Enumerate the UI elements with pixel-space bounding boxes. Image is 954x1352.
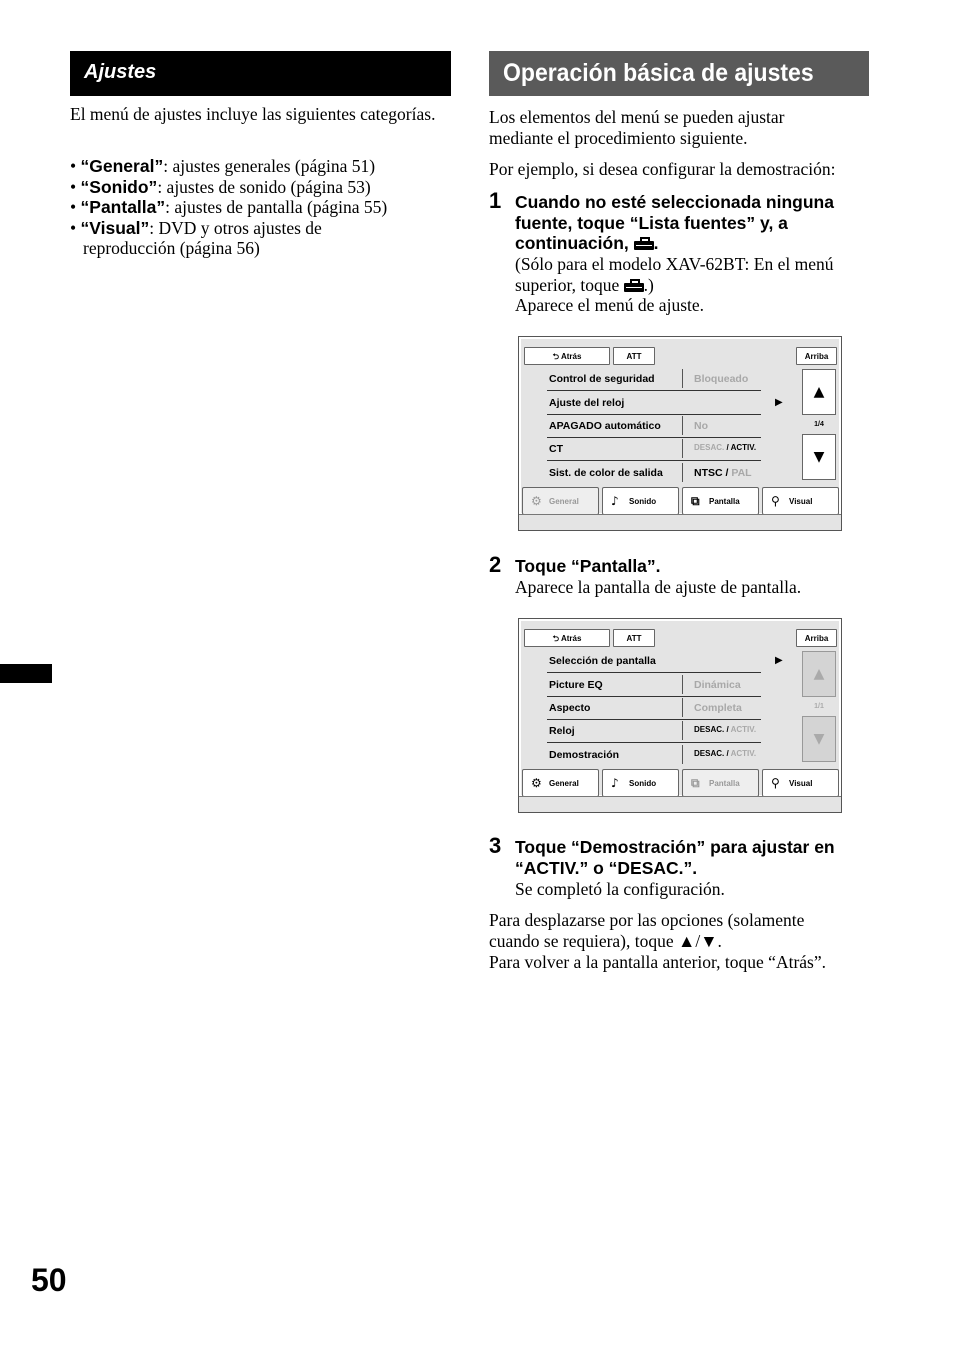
left-intro: El menú de ajustes incluye las siguientes categorías. [70,104,436,124]
tab-general[interactable]: ⚙ General [522,769,599,797]
back-button[interactable]: ⮌ Atrás [524,629,610,647]
menu-row[interactable]: Demostración DESAC. / ACTIV. [547,743,761,766]
step-title: Toque “Demostración” para ajustar en “ACTIV.” o “DESAC.”. [515,837,835,878]
down-arrow-icon: ▼ [813,449,825,465]
page-indicator: 1/4 [814,421,824,428]
menu-row[interactable]: Ajuste del reloj [547,391,761,415]
section-heading-operacion [489,51,869,96]
tab-pantalla[interactable]: ⧉ Pantalla [682,487,759,515]
down-arrow-icon: ▼ [813,731,825,747]
back-button[interactable]: ⮌ Atrás [524,347,610,365]
scroll-up-button[interactable] [802,369,836,415]
bullet-item: • “Pantalla”: ajustes de pantalla (página 55) [70,197,388,217]
tab-visual[interactable]: ⚲ Visual [762,487,839,515]
scroll-down-button[interactable] [802,716,836,762]
att-button[interactable]: ATT [613,347,655,365]
step-title: Toque “Pantalla”. [515,556,661,576]
tab-visual[interactable]: ⚲ Visual [762,769,839,797]
back-tip: Para volver a la pantalla anterior, toque “Atrás”. [489,952,826,972]
tab-sonido[interactable]: ♪ Sonido [602,769,679,797]
back-arrow-icon: ⮌ [552,634,560,643]
example-text: Por ejemplo, si desea configurar la demostración: [489,159,836,179]
up-arrow-icon: ▲ [813,384,825,400]
heading-text: Operación básica de ajustes [503,59,814,87]
page-indicator: 1/1 [814,703,824,710]
menu-row[interactable]: Selección de pantalla [547,649,761,673]
bullet-item: • “Sonido”: ajustes de sonido (página 53) [70,176,371,197]
screen-footer [519,796,841,812]
menu-row[interactable]: APAGADO automático No [547,414,761,438]
tab-sonido[interactable]: ♪ Sonido [602,487,679,515]
menu-row[interactable]: Aspecto Completa [547,696,761,720]
bullet-item: • “General”: ajustes generales (página 51) [70,156,376,176]
screen-footer [519,514,841,530]
submenu-arrow-icon: ▶ [775,397,783,408]
up-arrow-icon: ▲ [813,666,825,682]
step-number: 3 [489,833,502,858]
tab-pantalla[interactable]: ⧉ Pantalla [682,769,759,797]
scroll-tip: Para desplazarse por las opciones (solamente cuando se requiera), toque ▲/▼. [489,910,805,951]
back-arrow-icon: ⮌ [552,352,560,361]
scroll-down-button[interactable] [802,434,836,480]
bullet-list [70,156,450,259]
section-tab-marker [0,664,52,683]
page-number: 50 [31,1262,67,1298]
step-note: (Sólo para el modelo XAV-62BT: En el menú superior, toque .) [515,254,834,295]
top-button[interactable]: Arriba [796,347,837,365]
visual-icon: ⚲ [771,776,780,790]
menu-row[interactable]: Reloj DESAC. / ACTIV. [547,719,761,743]
menu-row[interactable]: Picture EQ Dinámica [547,673,761,697]
submenu-arrow-icon: ▶ [775,655,783,666]
note-icon: ♪ [611,776,619,790]
step-result: Aparece la pantalla de ajuste de pantalla. [515,577,802,597]
heading-text: Ajustes [84,61,157,83]
screen-icon: ⧉ [691,494,700,508]
scroll-up-button[interactable] [802,651,836,697]
menu-row[interactable]: Sist. de color de salida NTSC / PAL [547,461,761,484]
wrench-icon: ⚙ [531,494,542,508]
step-number: 1 [489,188,502,213]
section-heading-ajustes [70,51,451,96]
top-button[interactable]: Arriba [796,629,837,647]
visual-icon: ⚲ [771,494,780,508]
toolbox-icon [634,237,654,250]
settings-screen-pantalla [518,618,842,813]
step-title: Cuando no esté seleccionada ninguna fuente, toque “Lista fuentes” y, a continuación, . [515,192,834,253]
screen-icon: ⧉ [691,776,700,790]
att-button[interactable]: ATT [613,629,655,647]
step-result: Aparece el menú de ajuste. [515,295,705,315]
right-intro: Los elementos del menú se pueden ajustar mediante el procedimiento siguiente. [489,107,785,148]
bullet-item: • “Visual”: DVD y otros ajustes de reproducción (página 56) [70,217,322,258]
settings-screen-general [518,336,842,531]
menu-row[interactable]: CT DESAC. / ACTIV. [547,437,761,461]
tab-general[interactable]: ⚙ General [522,487,599,515]
step-result: Se completó la configuración. [515,879,725,899]
menu-row[interactable]: Control de seguridad Bloqueado [547,367,761,391]
toolbox-icon [624,279,644,292]
wrench-icon: ⚙ [531,776,542,790]
step-number: 2 [489,552,502,577]
note-icon: ♪ [611,494,619,508]
